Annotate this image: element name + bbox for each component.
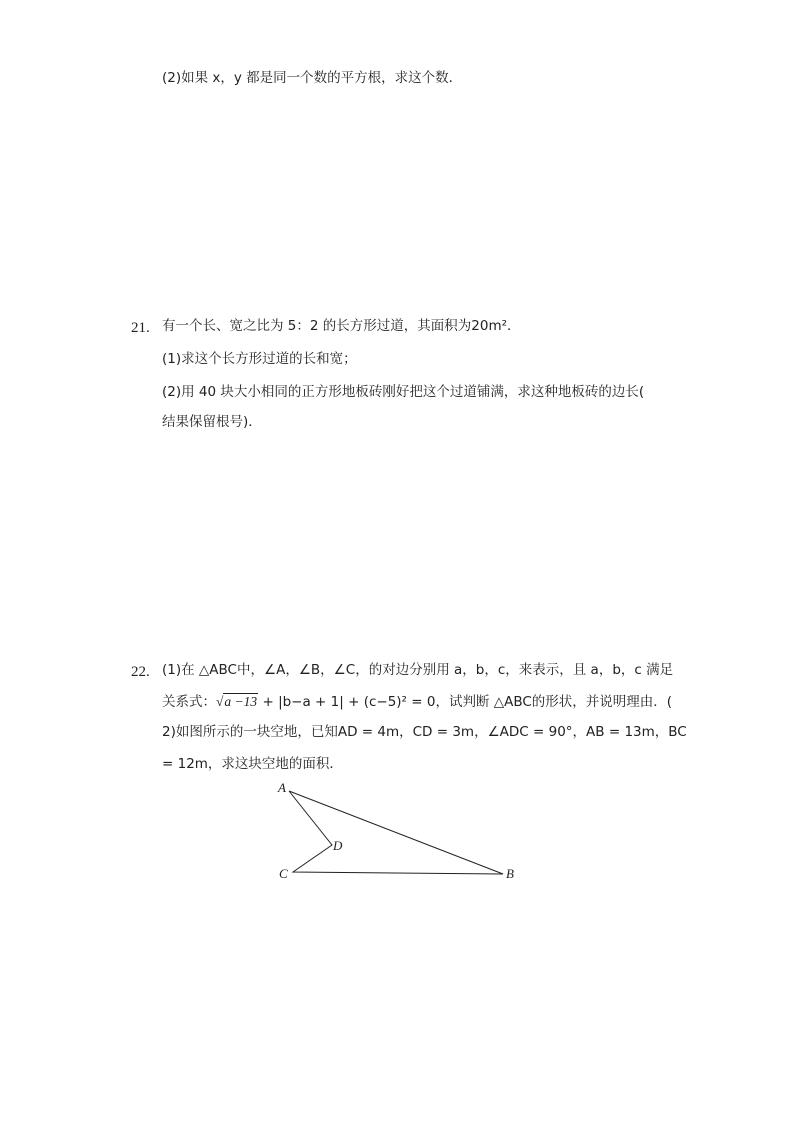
q21-part2-line2: 结果保留根号)．: [162, 414, 262, 430]
q22-line2-prefix: 关系式：: [162, 694, 216, 710]
q21-part1: (1)求这个长方形过道的长和宽；: [162, 351, 357, 367]
label-C: C: [279, 866, 288, 881]
q21-part2-line1: (2)用 40 块大小相同的正方形地板砖刚好把这个过道铺满，求这种地板砖的边长(: [162, 384, 645, 400]
label-B: B: [506, 866, 514, 881]
q21-stem: 有一个长、宽之比为 5：2 的长方形过道，其面积为20m²．: [162, 318, 521, 334]
q22-line3: 2)如图所示的一块空地，已知AD = 4m，CD = 3m，∠ADC = 90°，AB = 13m，BC: [162, 724, 687, 740]
label-A: A: [278, 780, 286, 795]
q22-number: 22.: [131, 664, 150, 680]
sqrt-expression: √a −13: [216, 694, 258, 709]
q20-part2-text: (2)如果 x，y 都是同一个数的平方根，求这个数．: [162, 70, 463, 86]
q22-line2-suffix: + |b−a + 1| + (c−5)² = 0，试判断 △ABC的形状，并说明理由．(: [258, 694, 673, 710]
figure-outline: [289, 791, 503, 874]
sqrt-radicand: a −13: [224, 694, 258, 709]
q22-line4: = 12m，求这块空地的面积．: [162, 756, 343, 772]
q21-number: 21.: [131, 320, 150, 336]
q22-line1: (1)在 △ABC中，∠A，∠B，∠C，的对边分别用 a，b，c，来表示，且 a，b，c 满足: [162, 662, 674, 678]
label-D: D: [333, 838, 343, 853]
